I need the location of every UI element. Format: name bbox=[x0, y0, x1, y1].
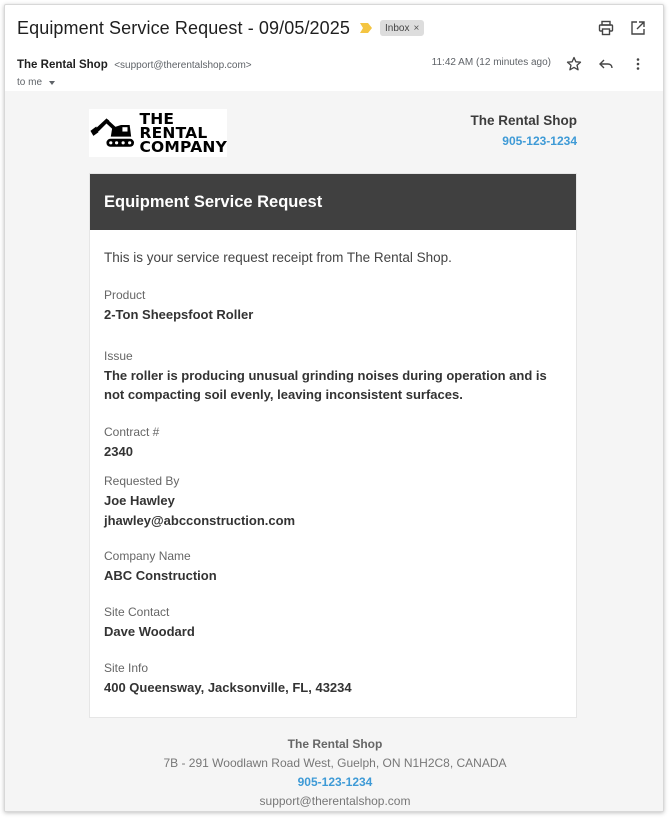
subject-row bbox=[17, 15, 651, 41]
requested-by-email[interactable]: jhawley@abcconstruction.com bbox=[104, 513, 296, 528]
brand-phone-link[interactable]: 905-123-1234 bbox=[502, 134, 577, 148]
site-info-value: 400 Queensway, Jacksonville, FL, 43234 bbox=[104, 680, 352, 695]
inbox-label-text: Inbox bbox=[385, 22, 410, 34]
issue-value: The roller is producing unusual grinding noises during operation and is not compacting soil evenly, leaving inconsistent surfaces. bbox=[104, 368, 547, 402]
site-contact-label: Site Contact bbox=[104, 605, 170, 619]
site-info-field bbox=[104, 661, 562, 697]
product-field bbox=[104, 288, 562, 324]
card-title: Equipment Service Request bbox=[104, 192, 323, 211]
brand-name: The Rental Shop bbox=[470, 113, 577, 128]
open-in-new-window-icon[interactable] bbox=[629, 19, 647, 37]
important-marker-icon[interactable] bbox=[360, 23, 372, 33]
caret-down-icon bbox=[49, 81, 55, 85]
product-label: Product bbox=[104, 288, 146, 302]
service-request-card bbox=[89, 173, 577, 718]
email-timestamp: 11:42 AM (12 minutes ago) bbox=[431, 57, 551, 68]
site-info-label: Site Info bbox=[104, 661, 149, 675]
top-actions bbox=[597, 15, 647, 41]
footer-email-link[interactable]: support@therentalshop.com bbox=[259, 794, 411, 808]
product-value: 2-Ton Sheepsfoot Roller bbox=[104, 307, 254, 322]
inbox-label-chip bbox=[380, 20, 424, 36]
issue-label: Issue bbox=[104, 349, 133, 363]
footer-company-name: The Rental Shop bbox=[287, 737, 383, 751]
footer-address: 7B - 291 Woodlawn Road West, Guelph, ON N1H2C8, CANADA bbox=[163, 756, 507, 770]
sender-name[interactable]: The Rental Shop bbox=[17, 59, 108, 71]
company-value: ABC Construction bbox=[104, 568, 217, 583]
more-vertical-icon[interactable] bbox=[629, 55, 647, 73]
requested-by-name: Joe Hawley bbox=[104, 493, 175, 508]
contract-field bbox=[104, 425, 562, 461]
email-subject: Equipment Service Request - 09/05/2025 bbox=[17, 17, 351, 38]
company-label: Company Name bbox=[104, 549, 191, 563]
sender-email: <support@therentalshop.com> bbox=[114, 60, 252, 71]
requested-by-field bbox=[104, 474, 562, 530]
requested-by-label: Requested By bbox=[104, 474, 180, 488]
site-contact-value: Dave Woodard bbox=[104, 624, 195, 639]
footer-phone-link[interactable]: 905-123-1234 bbox=[297, 775, 373, 789]
recipient-text: to me bbox=[17, 77, 43, 88]
email-body bbox=[5, 91, 664, 812]
intro-text: This is your service request receipt from The Rental Shop. bbox=[104, 250, 452, 265]
star-icon[interactable] bbox=[565, 55, 583, 73]
company-field bbox=[104, 549, 562, 585]
email-window bbox=[4, 4, 664, 812]
contract-value: 2340 bbox=[104, 444, 133, 459]
excavator-icon bbox=[89, 110, 135, 156]
card-header bbox=[90, 174, 576, 230]
message-actions bbox=[565, 55, 647, 73]
remove-label-icon[interactable]: × bbox=[413, 22, 420, 34]
site-contact-field bbox=[104, 605, 562, 641]
issue-field bbox=[104, 349, 562, 404]
brand-contact bbox=[470, 113, 577, 148]
email-footer bbox=[5, 737, 664, 808]
printer-icon[interactable] bbox=[597, 19, 615, 37]
logo-wordmark: THE RENTAL COMPANY bbox=[139, 110, 227, 156]
company-logo bbox=[89, 109, 227, 157]
brand-header bbox=[89, 107, 577, 157]
reply-icon[interactable] bbox=[597, 55, 615, 73]
recipient-details-toggle[interactable] bbox=[17, 77, 651, 88]
sender-row bbox=[17, 55, 651, 89]
contract-label: Contract # bbox=[104, 425, 160, 439]
